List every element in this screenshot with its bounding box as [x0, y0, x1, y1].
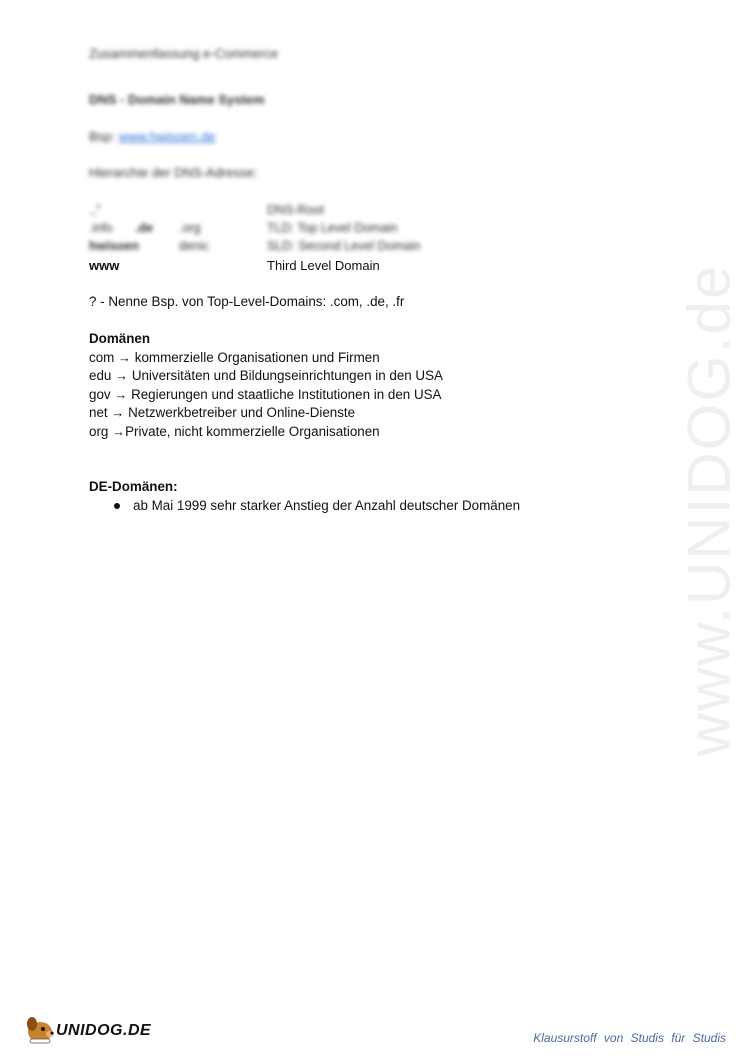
bullet-icon — [114, 503, 120, 509]
domain-code: com — [89, 349, 115, 365]
source-label: Bsp: — [89, 129, 116, 144]
question-text: ? - Nenne Bsp. von Top-Level-Domains: .com, .de, .fr — [89, 294, 405, 309]
dns-cell: .," — [89, 203, 101, 217]
dns-cell: www — [89, 258, 120, 273]
domain-code: edu — [89, 368, 112, 384]
list-item — [89, 386, 443, 405]
domain-desc: Regierungen und staatliche Institutionen in den USA — [131, 386, 442, 402]
list-item — [89, 367, 443, 386]
domain-desc: Private, nicht kommerzielle Organisationen — [125, 423, 380, 439]
document-title: Zusammenfassung e-Commerce — [89, 46, 279, 61]
source-line — [89, 129, 215, 144]
dns-desc: TLD: Top Level Domain — [267, 221, 398, 235]
dns-desc: DNS-Root — [267, 203, 324, 217]
de-domains-section — [89, 477, 520, 515]
arrow-icon: → — [114, 386, 128, 402]
bullet-text: ab Mai 1999 sehr starker Anstieg der Anzahl deutscher Domänen — [133, 498, 521, 513]
domain-desc: kommerzielle Organisationen und Firmen — [134, 349, 380, 365]
domain-code: gov — [89, 386, 111, 402]
watermark: www.UNIDOG.de — [675, 263, 743, 757]
arrow-icon: → — [111, 405, 125, 421]
footer-logo-text[interactable]: UNIDOG.DE — [56, 1022, 152, 1039]
dns-desc: SLD: Second Level Domain — [267, 239, 421, 253]
list-item — [89, 349, 443, 368]
arrow-icon: → — [115, 368, 129, 384]
domain-desc: Netzwerkbetreiber und Online-Dienste — [128, 405, 356, 421]
dns-desc: Third Level Domain — [267, 258, 380, 273]
bullet-item — [89, 496, 520, 515]
dns-cell: .de — [135, 221, 154, 235]
dns-cell: denic — [179, 239, 209, 253]
section-title: DNS - Domain Name System — [89, 92, 265, 107]
hierarchy-label: Hierarchie der DNS-Adresse: — [89, 165, 258, 180]
domains-heading: Domänen — [89, 331, 151, 346]
arrow-icon: → — [118, 349, 132, 365]
dns-cell: hwisoen — [89, 239, 140, 253]
source-link[interactable]: www.hwisoen.de — [118, 129, 216, 144]
domain-code: net — [89, 405, 108, 421]
footer-tagline: Klausurstoff von Studis für Studis — [533, 1031, 726, 1045]
de-domains-heading: DE-Domänen: — [89, 479, 178, 494]
dns-cell: .org — [179, 221, 201, 235]
list-item — [89, 423, 443, 442]
dns-cell: .info — [89, 221, 113, 235]
list-item — [89, 404, 443, 423]
arrow-icon: → — [112, 423, 126, 439]
domains-section — [89, 330, 443, 442]
domain-desc: Universitäten und Bildungseinrichtungen in den USA — [131, 368, 443, 384]
domain-code: org — [89, 423, 109, 439]
